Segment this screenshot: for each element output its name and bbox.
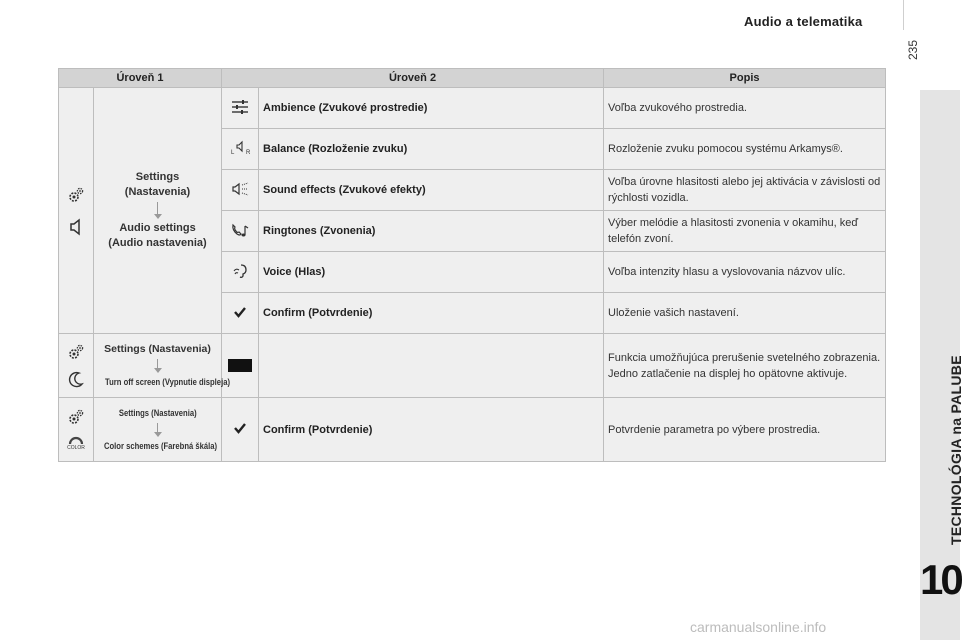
sound-effects-desc: Voľba úrovne hlasitosti alebo jej aktivácia v závislosti od rýchlosti vozidla.	[604, 170, 886, 211]
level1-screen-off-label: Turn off screen (Vypnutie displeja)	[105, 376, 231, 387]
screen-off-desc-line1: Funkcia umožňujúca prerušenie svetelného zobrazenia.	[608, 351, 881, 364]
arrow-down-icon	[94, 202, 221, 219]
watermark: carmanualsonline.info	[690, 619, 827, 635]
screen-off-desc	[604, 334, 886, 398]
speaker-icon	[69, 218, 83, 236]
level1-audio-settings	[94, 88, 222, 334]
ringtone-icon	[230, 221, 250, 239]
level1-color-schemes-label: Color schemes (Farebná škála)	[103, 440, 218, 451]
confirm-desc: Uloženie vašich nastavení.	[604, 293, 886, 334]
level1-settings-label: Settings (Nastavenia)	[104, 342, 211, 355]
black-screen-icon	[228, 359, 252, 372]
level1-color-schemes	[94, 398, 222, 462]
settings-gear-icon	[67, 186, 85, 204]
moon-icon	[68, 371, 84, 389]
voice-icon	[231, 262, 249, 280]
checkmark-icon	[233, 305, 247, 319]
equalizer-icon	[230, 99, 250, 115]
color-palette-icon	[67, 436, 85, 451]
table-row	[59, 398, 886, 462]
level1-settings-label: Settings (Nastavenia)	[118, 407, 197, 418]
ringtones-desc: Výber melódie a hlasitosti zvonenia v okamihu, keď telefón zvoní.	[604, 211, 886, 252]
page-header-title: Audio a telematika	[744, 14, 863, 29]
table-row	[59, 88, 886, 129]
ambience-label: Ambience (Zvukové prostredie)	[259, 88, 604, 129]
sound-effects-label: Sound effects (Zvukové efekty)	[259, 170, 604, 211]
balance-label: Balance (Rozloženie zvuku)	[259, 129, 604, 170]
color-schemes-icon-cell	[59, 398, 94, 462]
settings-gear-icon	[67, 408, 85, 426]
color-confirm-desc: Potvrdenie parametra po výbere prostredia.	[604, 398, 886, 462]
level1-screen-off	[94, 334, 231, 398]
sound-effects-icon-cell	[222, 170, 259, 211]
screen-off-level2-empty	[259, 334, 604, 398]
ambience-icon-cell	[222, 88, 259, 129]
level1-settings-label: Settings	[135, 171, 180, 183]
balance-icon-cell	[222, 129, 259, 170]
ambience-desc: Voľba zvukového prostredia.	[604, 88, 886, 129]
header-description: Popis	[604, 69, 886, 88]
header-level1: Úroveň 1	[59, 69, 222, 88]
voice-label: Voice (Hlas)	[259, 252, 604, 293]
header-divider	[903, 0, 904, 30]
color-icon-text: COLOR	[67, 445, 85, 451]
color-confirm-label: Confirm (Potvrdenie)	[259, 398, 604, 462]
sound-effects-icon	[230, 181, 250, 197]
settings-icon-cell	[59, 88, 94, 334]
balance-icon	[229, 140, 251, 156]
voice-desc: Voľba intenzity hlasu a vyslovovania názvov ulíc.	[604, 252, 886, 293]
confirm-icon-cell	[222, 293, 259, 334]
level1-audio-sublabel: (Audio nastavenia)	[108, 237, 207, 249]
level1-settings-sublabel: (Nastavenia)	[124, 186, 191, 198]
header-level2: Úroveň 2	[222, 69, 604, 88]
arrow-down-icon	[94, 359, 221, 373]
settings-table	[58, 68, 886, 462]
ringtones-label: Ringtones (Zvonenia)	[259, 211, 604, 252]
table-header-row	[59, 69, 886, 88]
checkmark-icon	[233, 421, 247, 435]
screen-off-icon-cell	[59, 334, 94, 398]
arrow-down-icon	[94, 423, 221, 437]
screen-off-desc-line2: Jedno zatlačenie na displej ho opätovne aktivuje.	[608, 367, 848, 380]
page-number: 235	[906, 39, 920, 60]
chapter-number: 10	[920, 556, 961, 603]
ringtone-icon-cell	[222, 211, 259, 252]
settings-gear-icon	[67, 343, 85, 361]
balance-desc: Rozloženie zvuku pomocou systému Arkamys®.	[604, 129, 886, 170]
section-title: TECHNOLÓGIA na PALUBE	[948, 355, 964, 545]
svg-text:L: L	[231, 149, 235, 156]
table-row	[59, 334, 886, 398]
svg-text:R: R	[246, 149, 251, 156]
voice-icon-cell	[222, 252, 259, 293]
level1-audio-label: Audio settings	[119, 222, 196, 234]
color-confirm-icon-cell	[222, 398, 259, 462]
confirm-label: Confirm (Potvrdenie)	[259, 293, 604, 334]
